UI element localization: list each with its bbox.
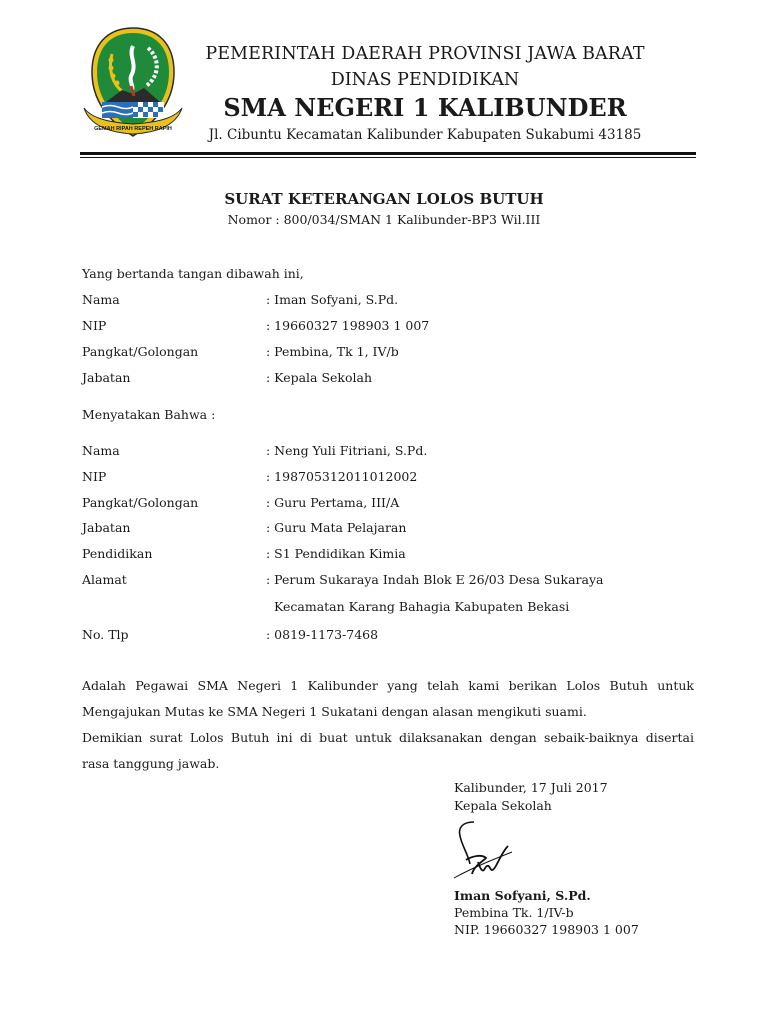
svg-text:GEMAH RIPAH REPEH RAPIH: GEMAH RIPAH REPEH RAPIH — [94, 126, 172, 132]
signer-position-label: Jabatan — [82, 370, 131, 385]
intro-text: Yang bertanda tangan dibawah ini, — [82, 266, 304, 281]
statement-intro: Menyatakan Bahwa : — [82, 407, 216, 422]
subject-position-value: : Guru Mata Pelajaran — [266, 520, 407, 535]
subject-address-value-line2: Kecamatan Karang Bahagia Kabupaten Bekasi — [274, 599, 570, 614]
handwritten-signature — [452, 818, 532, 884]
provincial-emblem-logo — [78, 24, 188, 144]
subject-phone-label: No. Tlp — [82, 627, 129, 642]
header-divider-thin — [80, 157, 696, 158]
signer-nip-value: : 19660327 198903 1 007 — [266, 318, 430, 333]
signer-rank-label: Pangkat/Golongan — [82, 344, 199, 359]
subject-education-value: : S1 Pendidikan Kimia — [266, 546, 406, 561]
header-divider-thick — [80, 152, 696, 155]
subject-education-label: Pendidikan — [82, 546, 153, 561]
subject-rank-value: : Guru Pertama, III/A — [266, 495, 400, 510]
signer-name: Iman Sofyani, S.Pd. — [454, 888, 591, 903]
subject-position-label: Jabatan — [82, 520, 131, 535]
subject-address-label: Alamat — [82, 572, 127, 587]
signature-place-date: Kalibunder, 17 Juli 2017 — [454, 780, 608, 795]
subject-phone-value: : 0819-1173-7468 — [266, 627, 379, 642]
government-header: PEMERINTAH DAERAH PROVINSI JAWA BARAT — [205, 44, 645, 64]
signer-position-value: : Kepala Sekolah — [266, 370, 373, 385]
subject-nip-label: NIP — [82, 469, 107, 484]
body-paragraph-2-line-1: Demikian surat Lolos Butuh ini di buat untuk dilaksanakan dengan sebaik-baiknya disertai — [82, 730, 694, 745]
signer-name-value: : Iman Sofyani, S.Pd. — [266, 292, 399, 307]
department-header: DINAS PENDIDIKAN — [330, 70, 520, 90]
subject-name-value: : Neng Yuli Fitriani, S.Pd. — [266, 443, 428, 458]
letter-number: Nomor : 800/034/SMAN 1 Kalibunder-BP3 Wil.III — [227, 212, 541, 227]
signer-nip: NIP. 19660327 198903 1 007 — [454, 922, 639, 937]
letter-title: SURAT KETERANGAN LOLOS BUTUH — [224, 190, 544, 208]
subject-name-label: Nama — [82, 443, 120, 458]
body-paragraph-2-line-2: rasa tanggung jawab. — [82, 756, 220, 771]
school-name: SMA NEGERI 1 KALIBUNDER — [223, 93, 627, 122]
signer-rank: Pembina Tk. 1/IV-b — [454, 905, 574, 920]
subject-nip-value: : 198705312011012002 — [266, 469, 418, 484]
signer-rank-value: : Pembina, Tk 1, IV/b — [266, 344, 399, 359]
school-address: Jl. Cibuntu Kecamatan Kalibunder Kabupaten Sukabumi 43185 — [208, 127, 642, 143]
body-paragraph-1-line-2: Mengajukan Mutas ke SMA Negeri 1 Sukatani dengan alasan mengikuti suami. — [82, 704, 587, 719]
signature-position: Kepala Sekolah — [454, 798, 552, 813]
subject-address-value: : Perum Sukaraya Indah Blok E 26/03 Desa Sukaraya — [266, 572, 604, 587]
body-paragraph-1-line-1: Adalah Pegawai SMA Negeri 1 Kalibunder yang telah kami berikan Lolos Butuh untuk — [82, 678, 694, 693]
signer-nip-label: NIP — [82, 318, 107, 333]
subject-rank-label: Pangkat/Golongan — [82, 495, 199, 510]
signer-name-label: Nama — [82, 292, 120, 307]
